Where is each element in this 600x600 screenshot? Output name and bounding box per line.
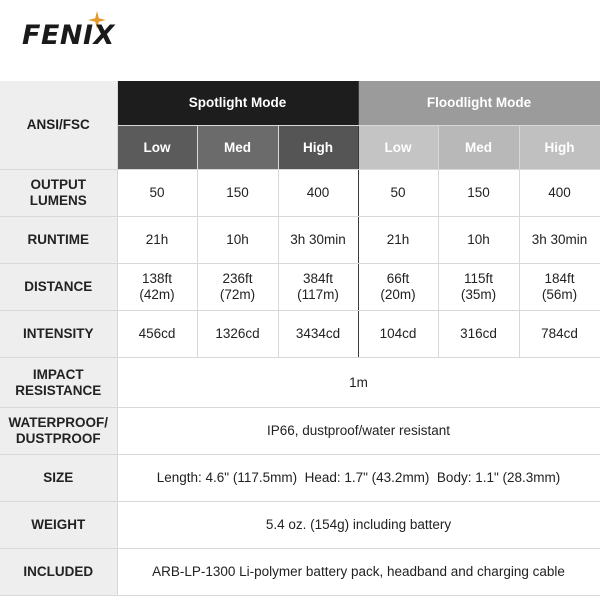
level-header: Med [438,126,519,170]
value-cell: 316cd [438,311,519,358]
value-cell: 3h 30min [278,217,358,264]
spanning-value-cell: 1m [117,358,600,408]
row-label: WEIGHT [0,502,117,549]
spanning-value-cell: IP66, dustproof/water resistant [117,408,600,455]
value-cell: 115ft (35m) [438,264,519,311]
spec-table [0,81,600,596]
spec-row [0,408,600,455]
level-header: Low [358,126,438,170]
value-cell: 10h [438,217,519,264]
spec-row [0,170,600,217]
spotlight-mode-header: Spotlight Mode [117,81,358,126]
spanning-value-cell: Length: 4.6" (117.5mm) Head: 1.7" (43.2mm) Body: 1.1" (28.3mm) [117,455,600,502]
spec-row [0,264,600,311]
value-cell: 400 [278,170,358,217]
level-header: High [278,126,358,170]
value-cell: 3434cd [278,311,358,358]
value-cell: 104cd [358,311,438,358]
value-cell: 138ft (42m) [117,264,197,311]
spec-row [0,549,600,596]
level-header: Med [197,126,278,170]
value-cell: 784cd [519,311,600,358]
value-cell: 400 [519,170,600,217]
value-cell: 3h 30min [519,217,600,264]
spec-row [0,358,600,408]
value-cell: 10h [197,217,278,264]
row-label: WATERPROOF/ DUSTPROOF [0,408,117,455]
row-label: RUNTIME [0,217,117,264]
value-cell: 236ft (72m) [197,264,278,311]
spanning-value-cell: 5.4 oz. (154g) including battery [117,502,600,549]
row-label: INTENSITY [0,311,117,358]
value-cell: 184ft (56m) [519,264,600,311]
row-label: INCLUDED [0,549,117,596]
spec-row [0,311,600,358]
value-cell: 150 [438,170,519,217]
value-cell: 50 [358,170,438,217]
level-header: Low [117,126,197,170]
spanning-value-cell: ARB-LP-1300 Li-polymer battery pack, headband and charging cable [117,549,600,596]
row-label: SIZE [0,455,117,502]
mode-header-row [0,81,600,126]
row-label: DISTANCE [0,264,117,311]
ansi-fsc-header: ANSI/FSC [0,81,117,170]
level-header: High [519,126,600,170]
value-cell: 384ft (117m) [278,264,358,311]
row-label: IMPACT RESISTANCE [0,358,117,408]
logo-wordmark: FENIX [22,20,115,51]
value-cell: 150 [197,170,278,217]
value-cell: 1326cd [197,311,278,358]
value-cell: 21h [358,217,438,264]
spec-row [0,455,600,502]
value-cell: 50 [117,170,197,217]
spec-row [0,217,600,264]
spec-row [0,502,600,549]
value-cell: 66ft (20m) [358,264,438,311]
value-cell: 21h [117,217,197,264]
row-label: OUTPUT LUMENS [0,170,117,217]
value-cell: 456cd [117,311,197,358]
floodlight-mode-header: Floodlight Mode [358,81,600,126]
